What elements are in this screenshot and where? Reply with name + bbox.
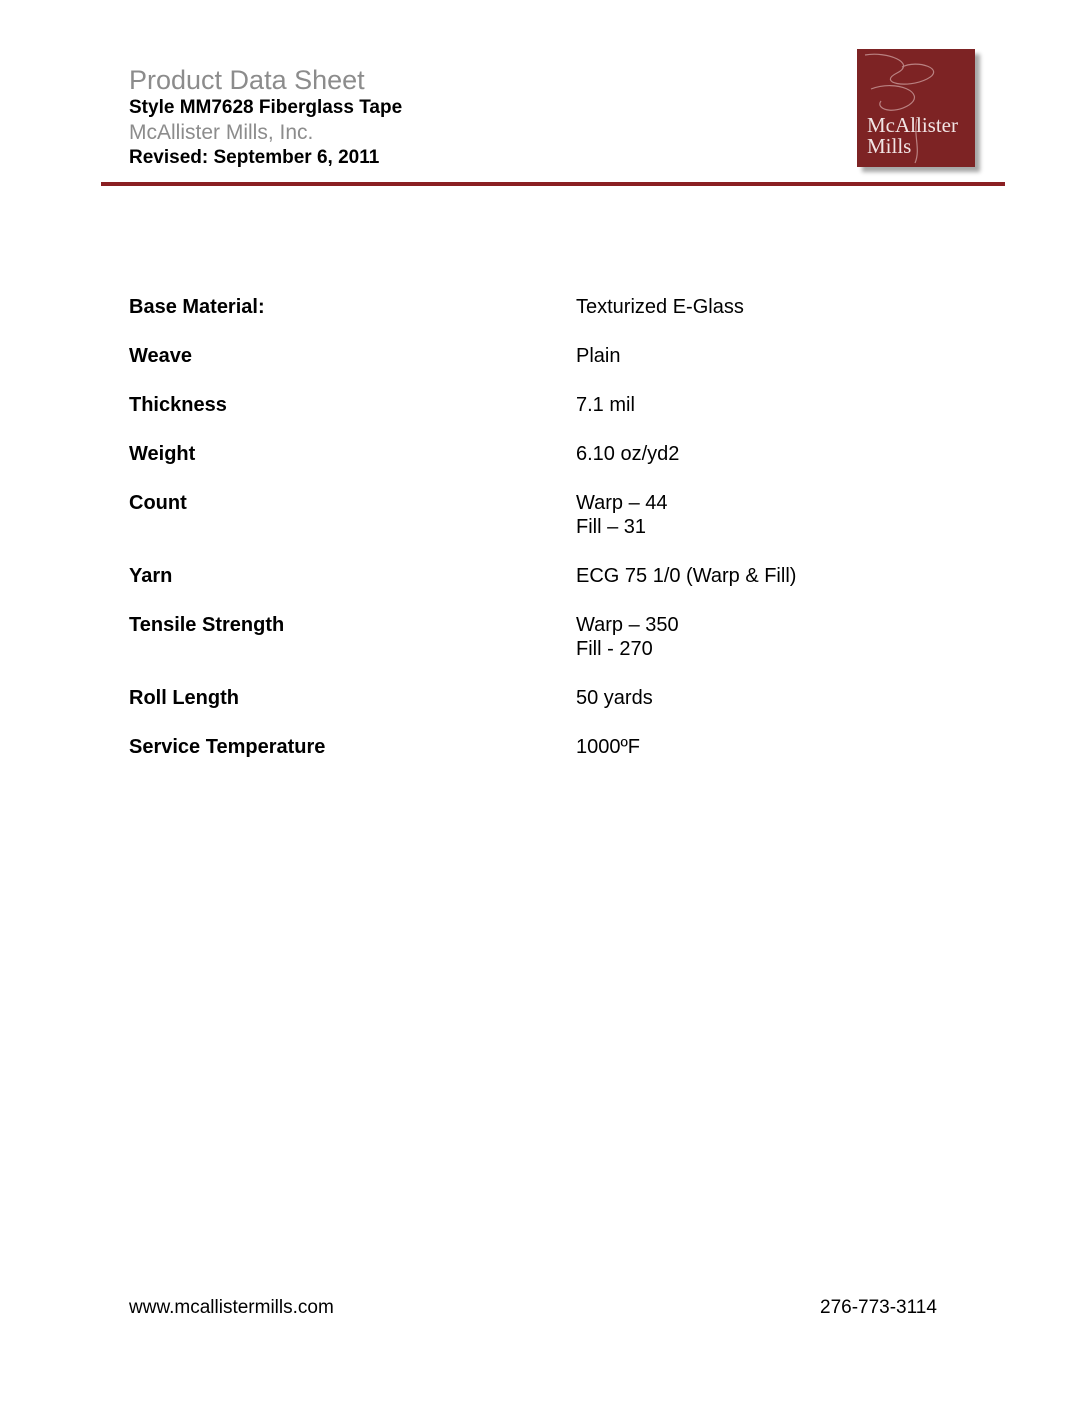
logo-wordmark (867, 115, 958, 157)
spec-label: Weave (129, 345, 193, 367)
spec-row (129, 564, 949, 588)
spec-label: Thickness (129, 394, 227, 416)
company-logo (857, 49, 975, 167)
spec-row (129, 295, 949, 319)
spec-value-line: Warp – 44 (576, 492, 668, 514)
logo-line-1: McAllister (867, 113, 958, 137)
page-title: Product Data Sheet (129, 65, 365, 95)
spec-value-line: 6.10 oz/yd2 (576, 443, 680, 465)
spec-value-line: 7.1 mil (576, 394, 635, 416)
spec-label: Count (129, 492, 187, 514)
spec-label: Yarn (129, 565, 173, 587)
spec-value (576, 344, 949, 368)
spec-value (576, 735, 949, 759)
spec-label: Tensile Strength (129, 614, 285, 636)
spec-row (129, 686, 949, 710)
header-divider (101, 182, 1005, 186)
spec-value (576, 491, 949, 539)
spec-value-line: Texturized E-Glass (576, 296, 744, 318)
spec-row (129, 442, 949, 466)
spec-value (576, 393, 949, 417)
website-link[interactable]: www.mcallistermills.com (129, 1297, 334, 1318)
spec-value-line: Warp – 350 (576, 614, 679, 636)
spec-label: Roll Length (129, 687, 239, 709)
spec-row (129, 613, 949, 661)
spec-row (129, 491, 949, 539)
spec-value-line: ECG 75 1/0 (Warp & Fill) (576, 565, 797, 587)
spec-value-line: Fill – 31 (576, 516, 647, 538)
spec-label: Base Material: (129, 296, 265, 318)
company-name: McAllister Mills, Inc. (129, 121, 314, 144)
spec-value (576, 686, 949, 710)
spec-value (576, 442, 949, 466)
spec-value-line: 50 yards (576, 687, 653, 709)
product-style: Style MM7628 Fiberglass Tape (129, 97, 403, 118)
phone-number: 276-773-3114 (820, 1297, 937, 1318)
spec-row (129, 393, 949, 417)
logo-line-2: Mills (867, 134, 912, 158)
revision-date: Revised: September 6, 2011 (129, 147, 380, 168)
spec-value-line: 1000ºF (576, 736, 641, 758)
spec-label: Weight (129, 443, 196, 465)
spec-row (129, 735, 949, 759)
spec-value (576, 295, 949, 319)
spec-value (576, 613, 949, 661)
spec-value-line: Plain (576, 345, 621, 367)
spec-value-line: Fill - 270 (576, 638, 653, 660)
spec-row (129, 344, 949, 368)
spec-label: Service Temperature (129, 736, 326, 758)
spec-table (129, 295, 949, 784)
spec-value (576, 564, 949, 588)
document-header (129, 64, 402, 170)
